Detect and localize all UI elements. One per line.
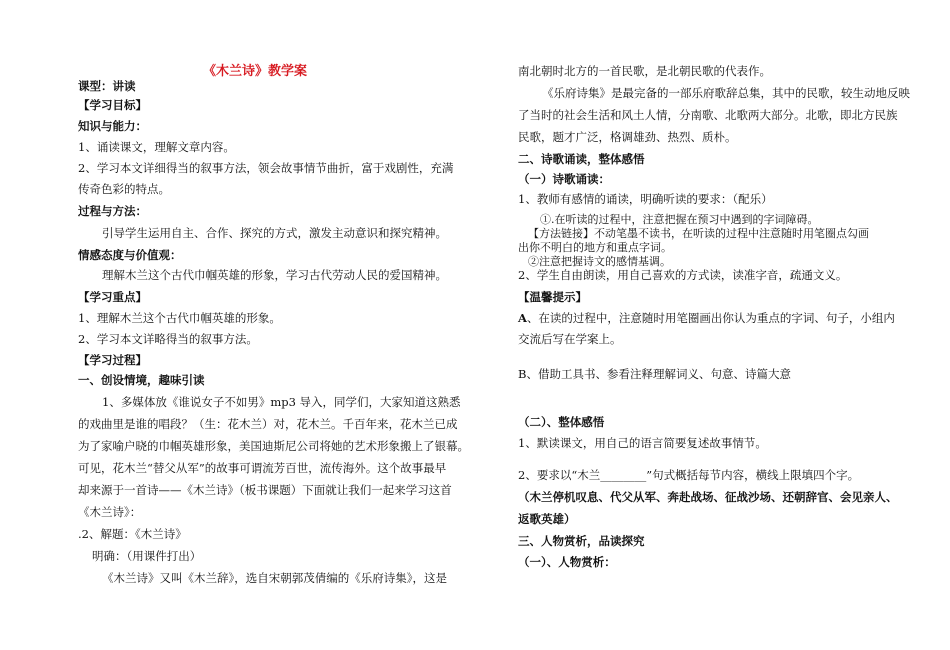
key-points-header: 【学习重点】 bbox=[78, 290, 147, 304]
document-title: 《木兰诗》教学案 bbox=[203, 64, 308, 79]
tip-a-text: 、在读的过程中，注意随时用笔圈画出你认为重点的字词、句子，小组内 bbox=[526, 311, 895, 325]
goals-header: 【学习目标】 bbox=[78, 98, 147, 112]
paragraph-line: 《木兰诗》： bbox=[78, 505, 142, 519]
paragraph-line: 《乐府诗集》是最完备的一部乐府歌辞总集，其中的民歌，较生动地反映 bbox=[542, 86, 910, 100]
knowledge-item-2-cont: 传奇色彩的特点。 bbox=[78, 182, 170, 196]
paragraph-line: 1、多媒体放《谁说女子不如男》mp3 导入，同学们，大家知道这熟悉 bbox=[102, 395, 461, 409]
section-3-header: 三、人物赏析，品读探究 bbox=[518, 534, 645, 548]
paragraph-line: 民歌，题才广泛，格调雄劲、热烈、质朴。 bbox=[518, 130, 737, 144]
answer-line: 返歌英雄） bbox=[518, 512, 576, 526]
section-2-header: 二、诗歌诵读，整体感悟 bbox=[518, 152, 645, 166]
clarification: 明确：（用课件打出） bbox=[92, 549, 202, 563]
learning-process-header: 【学习过程】 bbox=[78, 353, 147, 367]
paragraph-line: 为了家喻户晓的巾帼英雄形象，美国迪斯尼公司将她的艺术形象搬上了银幕。 bbox=[78, 439, 469, 453]
subsection-recitation-header: （一）诗歌诵读： bbox=[518, 172, 610, 186]
tip-a-cont: 交流后写在学案上。 bbox=[518, 332, 622, 346]
tip-b: B、借助工具书、参看注释理解词义、句意、诗篇大意 bbox=[518, 367, 791, 381]
paragraph-line: 南北朝时北方的一首民歌，是北朝民歌的代表作。 bbox=[518, 64, 771, 78]
method-link: 【方法链接】不动笔墨不读书，在听读的过程中注意随时用笔圈点勾画 bbox=[528, 227, 869, 240]
paragraph-line: 却来源于一首诗——《木兰诗》（板书课题）下面就让我们一起来学习这首 bbox=[78, 483, 452, 497]
tip-a bbox=[518, 311, 895, 326]
paragraph-line: 可见，花木兰“替父从军”的故事可谓流芳百世，流传海外。这个故事最早 bbox=[78, 461, 447, 475]
key-point-2: 2、学习本文详略得当的叙事方法。 bbox=[78, 332, 258, 346]
knowledge-item-1: 1、诵读课文，理解文章内容。 bbox=[78, 140, 235, 154]
section-1-header: 一、创设情境，趣味引读 bbox=[78, 373, 205, 387]
key-point-1: 1、理解木兰这个古代巾帼英雄的形象。 bbox=[78, 311, 281, 325]
answer-line: （木兰停机叹息、代父从军、奔赴战场、征战沙场、还朝辞官、会见亲人、 bbox=[518, 490, 898, 504]
process-header: 过程与方法： bbox=[78, 204, 147, 218]
tip-a-letter: A bbox=[518, 311, 527, 325]
knowledge-item-2: 2、学习本文详细得当的叙事方法，领会故事情节曲折，富于戏剧性，充满 bbox=[78, 161, 454, 175]
paragraph-line: 1、默读课文，用自己的语言简要复述故事情节。 bbox=[518, 436, 767, 450]
knowledge-header: 知识与能力： bbox=[78, 119, 147, 133]
tips-header: 【温馨提示】 bbox=[518, 290, 587, 304]
paragraph-line: 了当时的社会生活和风土人情，分南歌、北歌两大部分。北歌，即北方民族 bbox=[518, 108, 898, 122]
course-type: 课型：讲读 bbox=[78, 79, 136, 93]
paragraph-line: 出你不明白的地方和重点字词。 bbox=[518, 241, 672, 254]
emotion-header: 情感态度与价值观： bbox=[78, 248, 182, 262]
emotion-text: 理解木兰这个古代巾帼英雄的形象，学习古代劳动人民的爱国精神。 bbox=[102, 268, 447, 282]
process-text: 引导学生运用自主、合作、探究的方式，激发主动意识和探究精神。 bbox=[102, 226, 447, 240]
subsection-overall-header: （二）、整体感悟 bbox=[518, 415, 605, 429]
paragraph-line: ②注意把握诗文的感情基调。 bbox=[528, 255, 671, 268]
subsection-character-header: （一）、人物赏析： bbox=[518, 555, 616, 569]
paragraph-line: 2、学生自由朗读，用自己喜欢的方式读，读准字音，疏通文义。 bbox=[518, 268, 848, 282]
paragraph-line: 2、要求以“木兰________”句式概括每节内容，横线上限填四个字。 bbox=[518, 468, 860, 482]
title-explanation: .2、解题：《木兰诗》 bbox=[78, 527, 187, 541]
paragraph-line: 1、教师有感情的诵读，明确听读的要求：（配乐） bbox=[518, 192, 773, 206]
paragraph-line: ①.在听读的过程中，注意把握在预习中遇到的字词障碍。 bbox=[540, 213, 819, 226]
paragraph-line: 的戏曲里是谁的唱段？（生：花木兰）对，花木兰。千百年来，花木兰已成 bbox=[78, 417, 458, 431]
paragraph-line: 《木兰诗》又叫《木兰辞》，选自宋朝郭茂倩编的《乐府诗集》，这是 bbox=[102, 571, 447, 585]
